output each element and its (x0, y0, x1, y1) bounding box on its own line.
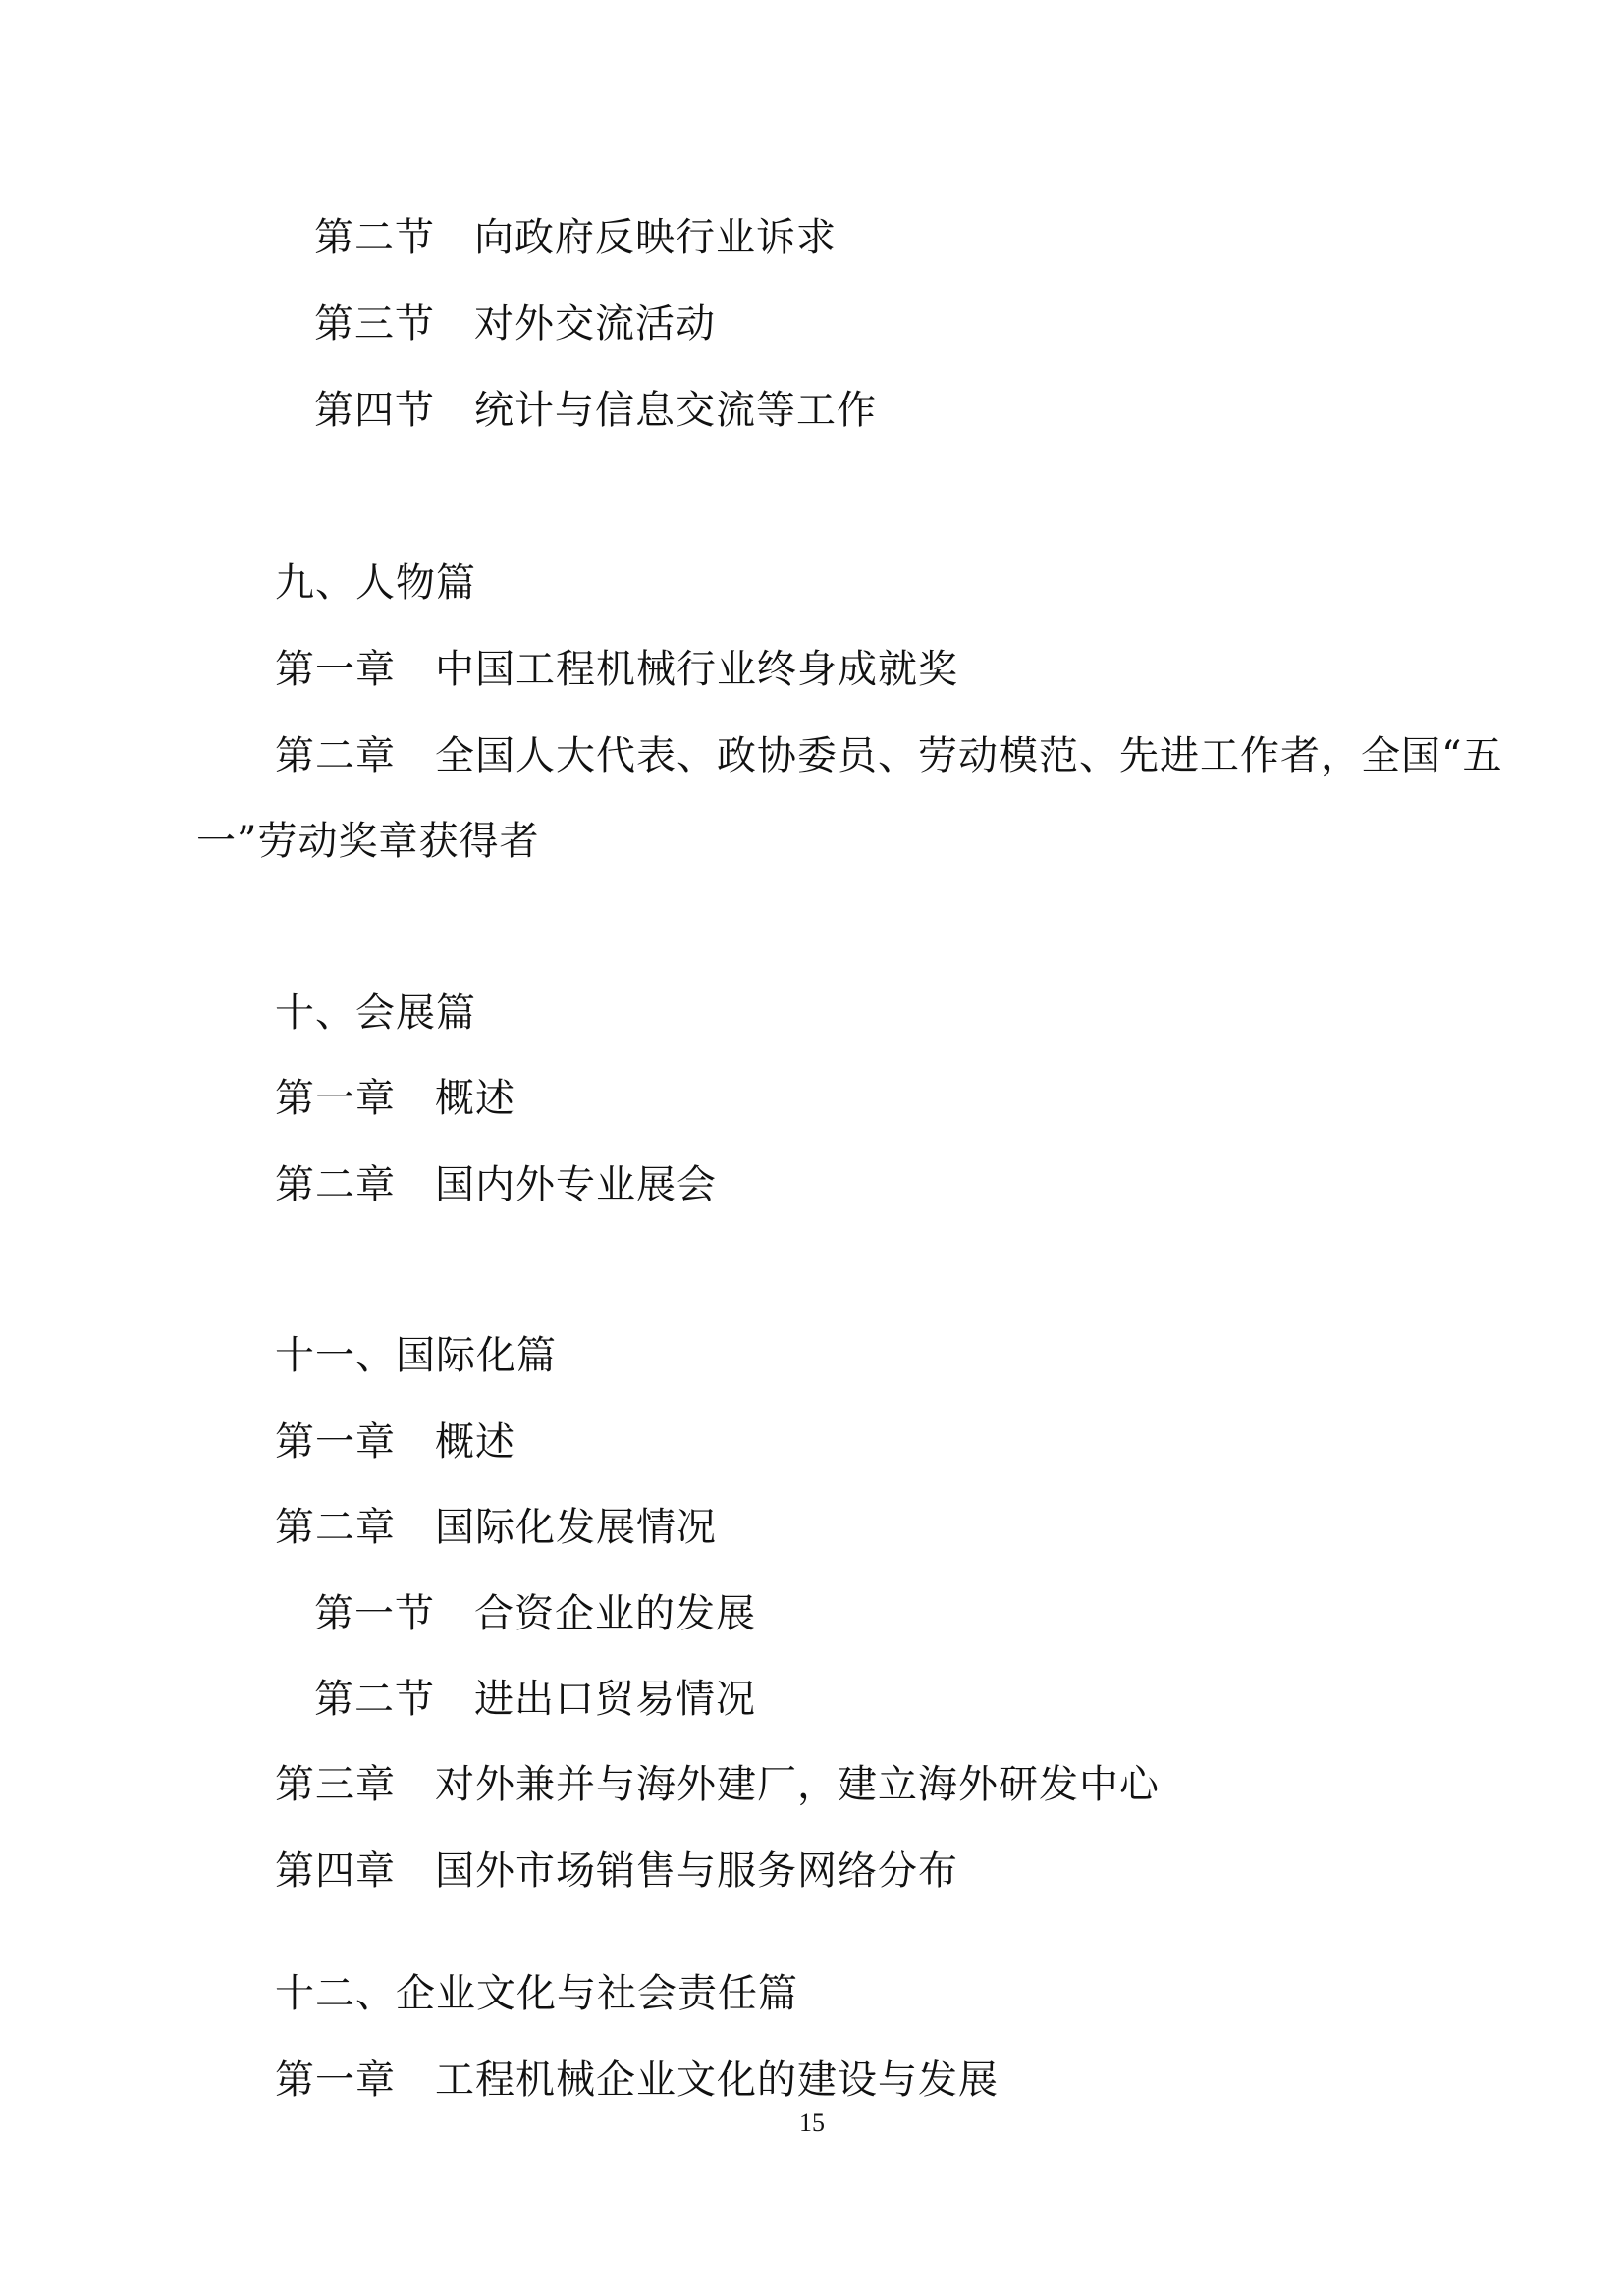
toc-part-heading (275, 989, 476, 1037)
toc-title: 中国工程机械行业终身成就奖 (435, 647, 958, 692)
toc-title: 国内外专业展会 (435, 1162, 717, 1207)
toc-chapter-continuation (196, 818, 539, 865)
toc-label: 第一章 (275, 1076, 396, 1121)
toc-section-line (314, 387, 877, 434)
toc-label: 第一章 (275, 2057, 396, 2103)
page-number: 15 (799, 2109, 825, 2137)
toc-section-line (314, 1590, 756, 1637)
toc-title: 全国人大代表、政协委员、劳动模范、先进工作者，全国“五 (435, 733, 1503, 778)
toc-label: 第二章 (275, 1505, 396, 1550)
toc-chapter-line (275, 1504, 717, 1551)
toc-title: 九、人物篇 (275, 561, 476, 606)
toc-label: 第四章 (275, 1848, 396, 1894)
toc-label: 第四节 (314, 388, 435, 433)
toc-chapter-line (275, 2056, 999, 2104)
toc-part-heading (275, 560, 476, 607)
toc-chapter-line (275, 1161, 717, 1208)
toc-title: 一”劳动奖章获得者 (196, 819, 540, 864)
toc-label: 第二章 (275, 733, 396, 778)
toc-label: 第一章 (275, 1419, 396, 1465)
toc-title: 工程机械企业文化的建设与发展 (435, 2057, 999, 2103)
toc-part-heading (275, 1970, 798, 2017)
toc-label: 第三节 (314, 301, 435, 347)
toc-label: 第三章 (275, 1762, 396, 1807)
toc-title: 概述 (435, 1419, 515, 1465)
toc-title: 国外市场销售与服务网络分布 (435, 1848, 958, 1894)
toc-section-line (314, 300, 716, 347)
toc-label: 第二章 (275, 1162, 396, 1207)
toc-chapter-line (275, 1847, 958, 1895)
toc-chapter-line (275, 1761, 1160, 1808)
toc-chapter-line (275, 732, 1502, 779)
toc-label: 第一节 (314, 1591, 435, 1636)
toc-chapter-line (275, 1418, 515, 1466)
toc-title: 国际化发展情况 (435, 1505, 717, 1550)
toc-part-heading (275, 1332, 557, 1379)
toc-title: 概述 (435, 1076, 515, 1121)
toc-title: 对外交流活动 (474, 301, 716, 347)
toc-section-line (314, 1676, 756, 1723)
toc-chapter-line (275, 646, 958, 693)
toc-title: 合资企业的发展 (474, 1591, 756, 1636)
toc-title: 统计与信息交流等工作 (474, 388, 877, 433)
toc-label: 第一章 (275, 647, 396, 692)
toc-chapter-line (275, 1075, 515, 1122)
toc-section-line (314, 214, 837, 261)
toc-title: 十二、企业文化与社会责任篇 (275, 1971, 798, 2016)
toc-title: 对外兼并与海外建厂，建立海外研发中心 (435, 1762, 1160, 1807)
toc-label: 第二节 (314, 215, 435, 260)
toc-label: 第二节 (314, 1677, 435, 1722)
toc-title: 向政府反映行业诉求 (474, 215, 837, 260)
toc-title: 进出口贸易情况 (474, 1677, 756, 1722)
toc-title: 十一、国际化篇 (275, 1333, 557, 1378)
toc-title: 十、会展篇 (275, 990, 476, 1036)
